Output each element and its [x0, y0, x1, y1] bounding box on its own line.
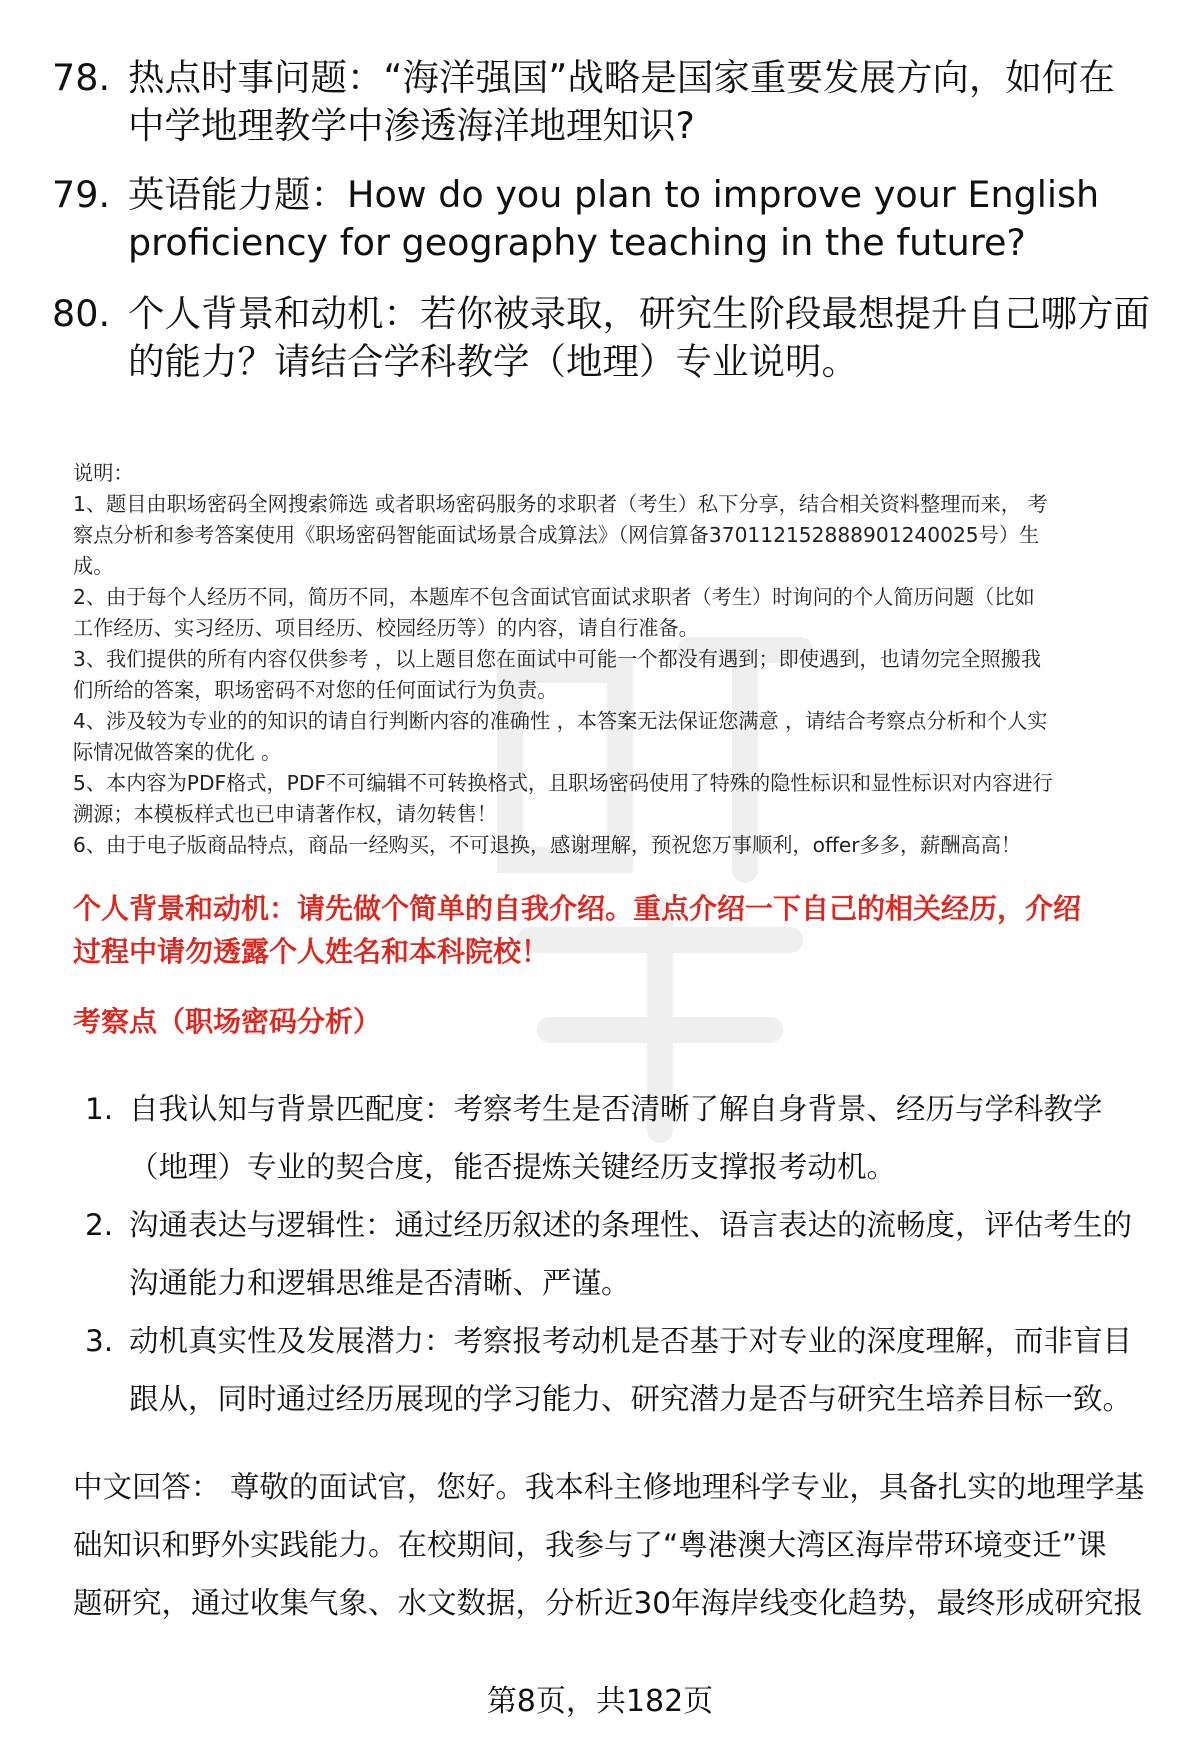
analysis-heading: 考察点（职场密码分析）	[73, 1005, 382, 1038]
notes-title: 说明：	[73, 461, 134, 485]
analysis-point	[85, 1080, 1160, 1196]
notes-line: 工作经历、实习经历、项目经历、校园经历等）的内容，请自行准备。	[73, 616, 699, 640]
question-line: 热点时事问题：“海洋强国”战略是国家重要发展方向，如何在	[128, 56, 1115, 99]
question-line: 的能力？请结合学科教学（地理）专业说明。	[128, 340, 858, 383]
notes-line: 2、由于每个人经历不同，简历不同，本题库不包含面试官面试求职者（考生）时询问的个人简历问题（比如	[73, 585, 1035, 609]
question-number: 80.	[52, 292, 111, 335]
notes-line: 溯源；本模板样式也已申请著作权，请勿转售！	[73, 802, 497, 826]
point-line: 沟通能力和逻辑思维是否清晰、严谨。	[129, 1266, 631, 1300]
notes-line: 4、涉及较为专业的的知识的请自行判断内容的准确性 ，本答案无法保证您满意 ，请结合考察点分析和个人实	[73, 709, 1048, 733]
notes-line: 3、我们提供的所有内容仅供参考 ，以上题目您在面试中可能一个都没有遇到；即使遇到，也请勿完全照搬我	[73, 647, 1042, 671]
point-line: 沟通表达与逻辑性：通过经历叙述的条理性、语言表达的流畅度，评估考生的	[129, 1208, 1133, 1242]
disclaimer-notes	[73, 458, 1158, 861]
heading-line: 过程中请勿透露个人姓名和本科院校！	[73, 935, 550, 968]
point-line: （地理）专业的契合度，能否提炼关键经历支撑报考动机。	[129, 1150, 897, 1184]
question-line: 中学地理教学中渗透海洋地理知识?	[128, 104, 695, 147]
question-line: 个人背景和动机：若你被录取，研究生阶段最想提升自己哪方面	[128, 292, 1150, 335]
notes-line: 成。	[73, 554, 114, 578]
question-number: 79.	[52, 173, 111, 216]
notes-line: 6、由于电子版商品特点，商品一经购买，不可退换，感谢理解，预祝您万事顺利，offer多多，薪酬高高！	[73, 833, 1022, 857]
answer-line: 题研究，通过收集气象、水文数据，分析近30年海岸线变化趋势，最终形成研究报	[73, 1586, 1144, 1620]
notes-line: 际情况做答案的优化 。	[73, 740, 282, 764]
point-line: 自我认知与背景匹配度：考察考生是否清晰了解自身背景、经历与学科教学	[129, 1092, 1103, 1126]
analysis-point	[85, 1196, 1160, 1312]
answer-line: 础知识和野外实践能力。在校期间，我参与了“粤港澳大湾区海岸带环境变迁”课	[73, 1528, 1107, 1562]
question-number: 78.	[52, 56, 111, 99]
notes-line: 1、题目由职场密码全网搜索筛选 或者职场密码服务的求职者（考生）私下分享，结合相关资料整理而来， 考	[73, 492, 1048, 516]
notes-line: 们所给的答案，职场密码不对您的任何面试行为负责。	[73, 678, 558, 702]
heading-line: 个人背景和动机：请先做个简单的自我介绍。重点介绍一下自己的相关经历，介绍	[73, 892, 1082, 925]
point-number: 2.	[85, 1208, 114, 1242]
point-number: 1.	[85, 1092, 114, 1126]
page-number: 第8页，共182页	[486, 1684, 714, 1719]
analysis-point	[85, 1312, 1160, 1428]
question-line: proficiency for geography teaching in the future?	[128, 221, 1026, 264]
point-line: 动机真实性及发展潜力：考察报考动机是否基于对专业的深度理解，而非盲目	[129, 1324, 1133, 1358]
notes-line: 察点分析和参考答案使用《职场密码智能面试场景合成算法》（网信算备370112152888901240025号）生	[73, 523, 1040, 547]
answer-line: 中文回答： 尊敬的面试官，您好。我本科主修地理科学专业，具备扎实的地理学基	[73, 1470, 1145, 1504]
point-line: 跟从，同时通过经历展现的学习能力、研究潜力是否与研究生培养目标一致。	[129, 1382, 1133, 1416]
notes-line: 5、本内容为PDF格式，PDF不可编辑不可转换格式，且职场密码使用了特殊的隐性标识和显性标识对内容进行	[73, 771, 1053, 795]
question-line: 英语能力题：How do you plan to improve your English	[128, 173, 1100, 216]
current-question-heading	[73, 887, 1158, 973]
analysis-points	[85, 1080, 1160, 1428]
point-number: 3.	[85, 1324, 114, 1358]
chinese-answer	[73, 1458, 1163, 1632]
